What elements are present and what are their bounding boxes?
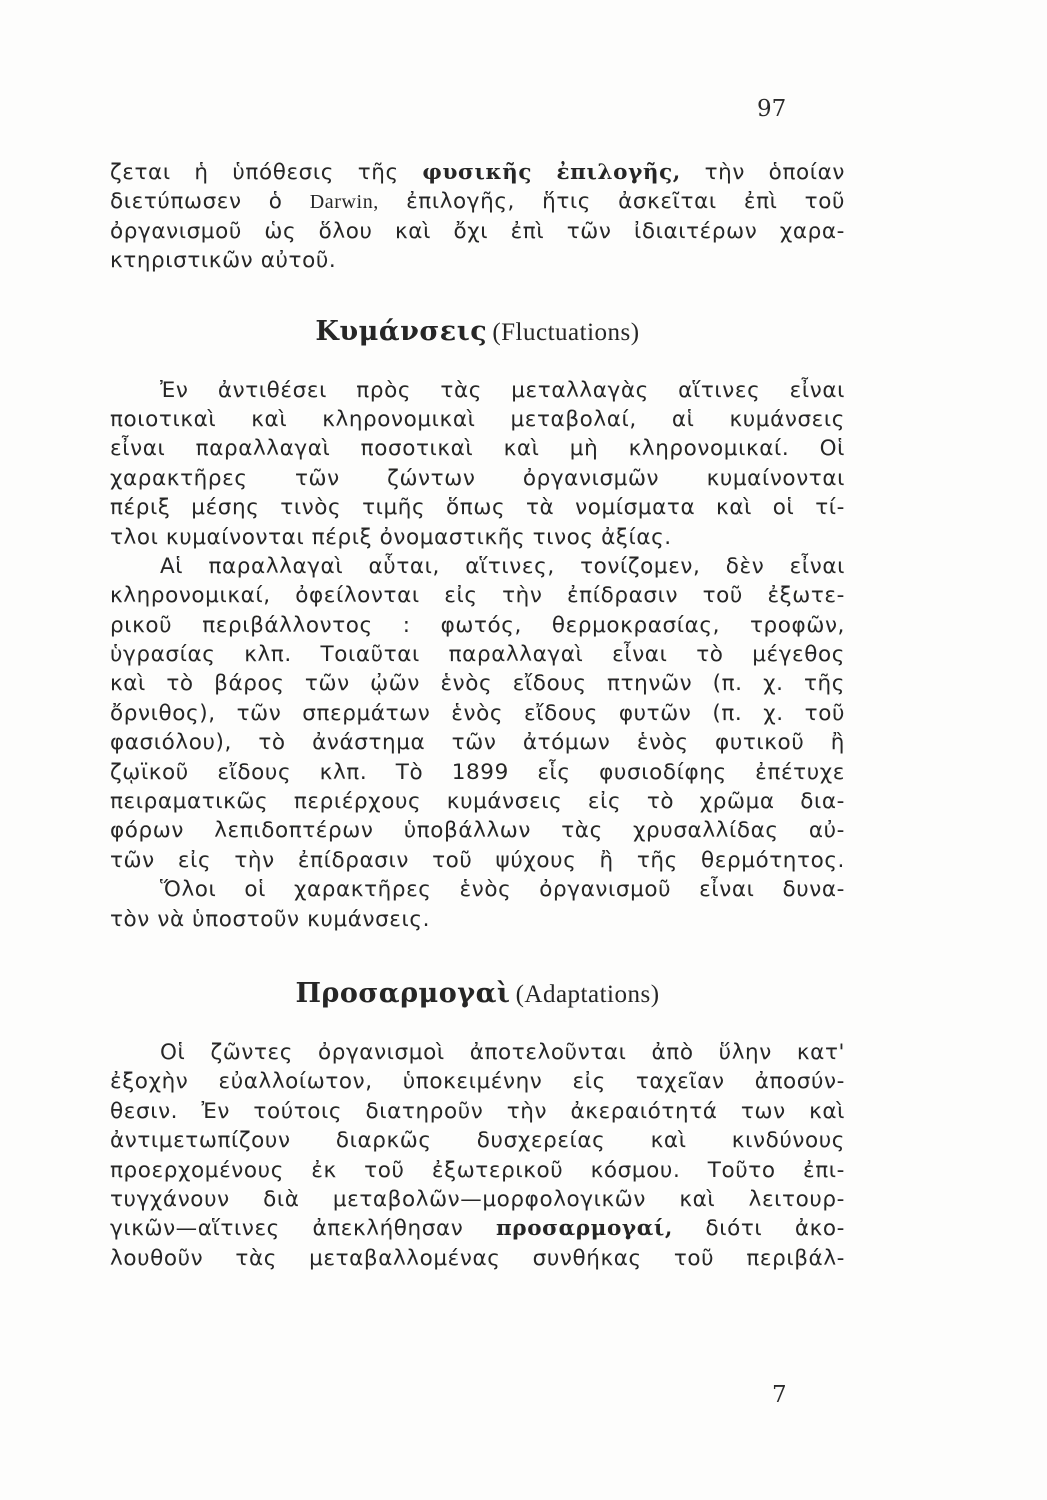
- text-line: ἐξοχὴν εὐαλλοίωτον, ὑποκειμένην εἰς ταχεῖαν ἀποσύν-: [110, 1069, 845, 1095]
- text-line: φασιόλου), τὸ ἀνάστημα τῶν ἀτόμων ἑνὸς φυτικοῦ ἢ: [110, 730, 845, 756]
- section-fluctuations-body: [110, 376, 845, 934]
- page-body: [110, 158, 845, 1273]
- heading-latin: (Adaptations): [515, 980, 660, 1008]
- text-line: τῶν εἰς τὴν ἐπίδρασιν τοῦ ψύχους ἢ τῆς θερμότητος.: [110, 847, 845, 873]
- text-line: πέριξ μέσης τινὸς τιμῆς ὅπως τὰ νομίσματα καὶ οἱ τί-: [110, 495, 845, 521]
- text-line: πειραματικῶς περιέρχους κυμάνσεις εἰς τὸ χρῶμα δια-: [110, 789, 845, 815]
- intro-line-3: ὀργανισμοῦ ὡς ὅλου καὶ ὄχι ἐπὶ τῶν ἰδιαιτέρων χαρα-: [110, 218, 845, 244]
- section-heading-fluctuations: [110, 288, 845, 376]
- text-line: θεσιν. Ἐν τούτοις διατηροῦν τὴν ἀκεραιότητά των καὶ: [110, 1098, 845, 1124]
- heading-greek: Κυμάνσεις: [315, 315, 488, 347]
- term-adaptations: προσαρμογαί,: [495, 1216, 673, 1242]
- name-darwin: Darwin,: [309, 191, 379, 214]
- text-line: χαρακτῆρες τῶν ζώντων ὀργανισμῶν κυμαίνονται: [110, 465, 845, 491]
- text-line: ὑγρασίας κλπ. Τοιαῦται παραλλαγαὶ εἶναι τὸ μέγεθος: [110, 642, 845, 668]
- text-line: ζῳϊκοῦ εἴδους κλπ. Τὸ 1899 εἷς φυσιοδίφης ἐπέτυχε: [110, 759, 845, 785]
- text-line: εἶναι παραλλαγαὶ ποσοτικαὶ καὶ μὴ κληρονομικαί. Οἱ: [110, 436, 845, 462]
- text-line: λουθοῦν τὰς μεταβαλλομένας συνθήκας τοῦ περιβάλ-: [110, 1245, 845, 1271]
- signature-mark: 7: [772, 1382, 787, 1408]
- text-line: τλοι κυμαίνονται πέριξ ὀνομαστικῆς τινος ἀξίας.: [110, 524, 672, 550]
- text-line: καὶ τὸ βάρος τῶν ᾠῶν ἑνὸς εἴδους πτηνῶν (π. χ. τῆς: [110, 671, 845, 697]
- text-line: Οἱ ζῶντες ὀργανισμοὶ ἀποτελοῦνται ἀπὸ ὕλην κατ': [160, 1039, 845, 1065]
- text-line: ρικοῦ περιβάλλοντος : φωτός, θερμοκρασίας, τροφῶν,: [110, 612, 845, 638]
- text-line: ποιοτικαὶ καὶ κληρονομικαὶ μεταβολαί, αἱ κυμάνσεις: [110, 406, 845, 432]
- heading-greek: Προσαρμογαὶ: [295, 977, 511, 1009]
- text-line: ὄρνιθος), τῶν σπερμάτων ἑνὸς εἴδους φυτῶν (π. χ. τοῦ: [110, 700, 845, 726]
- text-line: κληρονομικαί, ὀφείλονται εἰς τὴν ἐπίδρασιν τοῦ ἐξωτε-: [110, 583, 845, 609]
- section-adaptations-body: [110, 1038, 845, 1273]
- intro-paragraph: [110, 158, 845, 276]
- heading-latin: (Fluctuations): [492, 318, 640, 346]
- intro-line-1: ζεται ἡ ὑπόθεσις τῆς φυσικῆς ἐπιλογῆς, τὴν ὁποίαν: [110, 160, 845, 185]
- text-line: ἀντιμετωπίζουν διαρκῶς δυσχερείας καὶ κινδύνους: [110, 1128, 845, 1154]
- text-line: τυγχάνουν διὰ μεταβολῶν—μορφολογικῶν καὶ λειτουρ-: [110, 1186, 845, 1212]
- text-line: Ὅλοι οἱ χαρακτῆρες ἑνὸς ὀργανισμοῦ εἶναι δυνα-: [160, 877, 845, 903]
- intro-line-4: κτηριστικῶν αὐτοῦ.: [110, 248, 337, 274]
- text-line: Αἱ παραλλαγαὶ αὗται, αἵτινες, τονίζομεν, δὲν εἶναι: [160, 553, 845, 579]
- text-line: Ἐν ἀντιθέσει πρὸς τὰς μεταλλαγὰς αἵτινες εἶναι: [160, 377, 845, 403]
- text-line: φόρων λεπιδοπτέρων ὑποβάλλων τὰς χρυσαλλίδας αὐ-: [110, 818, 845, 844]
- text-line: τὸν νὰ ὑποστοῦν κυμάνσεις.: [110, 906, 431, 932]
- text-line: προερχομένους ἐκ τοῦ ἐξωτερικοῦ κόσμου. Τοῦτο ἐπι-: [110, 1157, 845, 1183]
- intro-line-2: διετύπωσεν ὁ Darwin, ἐπιλογῆς, ἥτις ἀσκεῖται ἐπὶ τοῦ: [110, 189, 845, 215]
- term-natural-selection: φυσικῆς ἐπιλογῆς,: [422, 160, 681, 185]
- text-line: γικῶν—αἵτινες ἀπεκλήθησαν προσαρμογαί, διότι ἀκο-: [110, 1216, 845, 1242]
- page-number: 97: [757, 96, 787, 122]
- section-heading-adaptations: [110, 950, 845, 1038]
